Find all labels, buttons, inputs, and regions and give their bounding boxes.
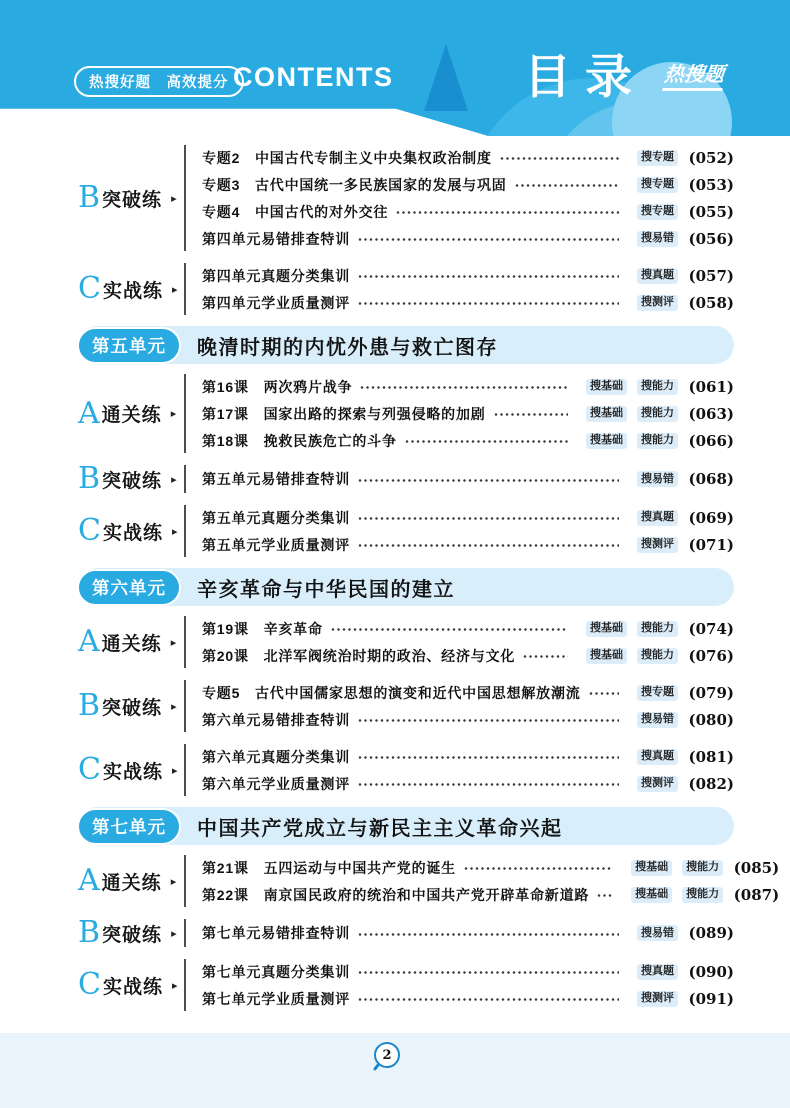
toc-row bbox=[202, 531, 734, 558]
toc-row bbox=[202, 400, 734, 427]
toc-section bbox=[78, 144, 734, 252]
toc-section bbox=[78, 958, 734, 1012]
page-number: (063) bbox=[688, 404, 734, 423]
search-tag: 搜能力 bbox=[637, 379, 678, 395]
section-rows bbox=[202, 920, 734, 947]
search-tag: 搜专题 bbox=[637, 150, 678, 166]
page-number: (090) bbox=[688, 962, 734, 981]
dotted-leader bbox=[523, 654, 568, 659]
page-number: (066) bbox=[688, 431, 734, 450]
hot-search-badge: 热搜好题 高效提分 bbox=[74, 66, 244, 97]
section-name: 实战练 bbox=[102, 976, 163, 998]
toc-row-title: 专题5 古代中国儒家思想的演变和近代中国思想解放潮流 bbox=[202, 684, 581, 701]
section-divider bbox=[184, 374, 186, 453]
toc-row bbox=[202, 615, 734, 642]
dotted-leader bbox=[500, 156, 619, 161]
section-name: 通关练 bbox=[101, 633, 162, 655]
section-arrow-icon: ▸ bbox=[170, 408, 177, 420]
search-tag: 搜真题 bbox=[637, 749, 678, 765]
section-rows bbox=[202, 373, 734, 454]
search-tag: 搜能力 bbox=[682, 887, 723, 903]
toc-row bbox=[202, 144, 734, 171]
section-letter: C bbox=[78, 967, 101, 1002]
dotted-leader bbox=[358, 782, 619, 787]
toc-row bbox=[202, 679, 734, 706]
toc-row bbox=[202, 958, 734, 985]
section-label bbox=[78, 624, 182, 659]
section-divider bbox=[184, 505, 186, 557]
toc-row-title: 第四单元真题分类集训 bbox=[202, 267, 350, 284]
search-tag: 搜能力 bbox=[637, 433, 678, 449]
search-tag: 搜基础 bbox=[586, 648, 627, 664]
magnifier-handle-icon bbox=[373, 1063, 380, 1071]
section-divider bbox=[184, 855, 186, 907]
toc-row bbox=[202, 743, 734, 770]
section-rows bbox=[202, 144, 734, 252]
toc-row bbox=[202, 289, 734, 316]
search-tag: 搜测评 bbox=[637, 295, 678, 311]
toc-row bbox=[202, 881, 779, 908]
toc-row-title: 专题4 中国古代的对外交往 bbox=[202, 203, 389, 220]
toc-row-title: 第四单元学业质量测评 bbox=[202, 294, 350, 311]
section-divider bbox=[184, 145, 186, 251]
page-number: (085) bbox=[733, 858, 780, 877]
page-number: (079) bbox=[688, 683, 734, 702]
section-arrow-icon: ▸ bbox=[171, 764, 178, 777]
toc-row bbox=[202, 466, 734, 493]
section-letter: C bbox=[78, 271, 101, 306]
section-arrow-icon: ▸ bbox=[171, 473, 177, 486]
page-number: (076) bbox=[688, 646, 734, 665]
search-tag: 搜能力 bbox=[637, 406, 678, 422]
toc-section bbox=[78, 504, 734, 558]
search-tag: 搜能力 bbox=[637, 621, 678, 637]
dotted-leader bbox=[358, 301, 619, 306]
toc-row bbox=[202, 854, 779, 881]
section-letter: B bbox=[78, 180, 101, 215]
toc-row bbox=[202, 985, 734, 1012]
unit-title: 辛亥革命与中华民国的建立 bbox=[197, 578, 455, 601]
section-rows bbox=[202, 679, 734, 733]
search-tag: 搜基础 bbox=[631, 887, 672, 903]
page-number-magnifier-icon bbox=[374, 1042, 400, 1068]
section-rows bbox=[202, 262, 734, 316]
section-name: 实战练 bbox=[102, 761, 163, 783]
unit-badge: 第七单元 bbox=[77, 808, 181, 845]
toc-section bbox=[78, 915, 734, 950]
section-letter: B bbox=[78, 915, 101, 950]
section-letter: A bbox=[78, 863, 100, 898]
page-number: (080) bbox=[688, 710, 734, 729]
toc-section bbox=[78, 854, 780, 908]
section-label bbox=[78, 752, 182, 787]
section-name: 通关练 bbox=[101, 405, 162, 426]
search-tag: 搜真题 bbox=[637, 964, 678, 980]
toc-row bbox=[202, 706, 734, 733]
toc-row bbox=[202, 504, 734, 531]
search-tag: 搜易错 bbox=[637, 471, 678, 487]
section-divider bbox=[184, 959, 186, 1011]
dotted-leader bbox=[358, 718, 619, 723]
page-number: (081) bbox=[688, 747, 734, 766]
toc-row bbox=[202, 225, 734, 252]
toc-row bbox=[202, 642, 734, 669]
toc-row bbox=[202, 920, 734, 947]
dotted-leader bbox=[358, 516, 619, 521]
search-tag: 搜能力 bbox=[637, 648, 678, 664]
section-label bbox=[78, 513, 182, 548]
search-tag: 搜易错 bbox=[637, 231, 678, 247]
section-rows bbox=[202, 854, 779, 908]
search-tag: 搜易错 bbox=[637, 925, 678, 941]
section-name: 突破练 bbox=[102, 924, 163, 946]
search-tag: 搜基础 bbox=[586, 433, 627, 449]
page-number: (058) bbox=[688, 293, 734, 312]
page-number: (061) bbox=[688, 377, 734, 396]
dotted-leader bbox=[358, 755, 619, 760]
page-number: (082) bbox=[688, 774, 734, 793]
page-number: (087) bbox=[733, 885, 780, 904]
dotted-leader bbox=[358, 543, 619, 548]
toc-row bbox=[202, 770, 734, 797]
toc-row-title: 第17课 国家出路的探索与列强侵略的加剧 bbox=[202, 405, 486, 422]
section-label bbox=[78, 915, 182, 950]
search-tag: 搜能力 bbox=[682, 860, 723, 876]
page-number: (071) bbox=[688, 535, 734, 554]
search-tag: 搜基础 bbox=[631, 860, 672, 876]
unit-header bbox=[78, 807, 734, 845]
toc-row-title: 第五单元真题分类集训 bbox=[202, 509, 350, 526]
unit-title: 中国共产党成立与新民主主义革命兴起 bbox=[197, 817, 563, 840]
dotted-leader bbox=[597, 893, 613, 898]
section-label bbox=[78, 461, 182, 496]
toc-section bbox=[78, 373, 734, 454]
unit-header bbox=[78, 568, 734, 606]
page-number: (055) bbox=[688, 202, 734, 221]
section-arrow-icon: ▸ bbox=[170, 636, 177, 649]
toc-row-title: 第六单元易错排查特训 bbox=[202, 711, 350, 728]
unit-badge: 第五单元 bbox=[77, 327, 181, 364]
unit-badge: 第六单元 bbox=[77, 569, 181, 606]
search-tag: 搜专题 bbox=[637, 177, 678, 193]
toc-row bbox=[202, 198, 734, 225]
toc-row-title: 专题3 古代中国统一多民族国家的发展与巩固 bbox=[202, 176, 507, 193]
page-number: (057) bbox=[688, 266, 734, 285]
dotted-leader bbox=[358, 997, 619, 1002]
dotted-leader bbox=[589, 691, 619, 696]
page-header bbox=[0, 0, 790, 136]
toc-row-title: 第六单元真题分类集训 bbox=[202, 748, 350, 765]
dotted-leader bbox=[396, 210, 619, 215]
section-arrow-icon: ▸ bbox=[171, 525, 178, 538]
section-divider bbox=[184, 680, 186, 732]
section-letter: A bbox=[78, 395, 100, 431]
section-divider bbox=[184, 744, 186, 796]
section-name: 突破练 bbox=[102, 470, 163, 492]
search-tag: 搜易错 bbox=[637, 712, 678, 728]
section-arrow-icon: ▸ bbox=[171, 979, 178, 992]
footer-page-number: 2 bbox=[382, 1047, 392, 1063]
toc-row-title: 第16课 两次鸦片战争 bbox=[202, 378, 353, 395]
toc-row-title: 专题2 中国古代专制主义中央集权政治制度 bbox=[202, 149, 492, 166]
section-rows bbox=[202, 743, 734, 797]
section-rows bbox=[202, 466, 734, 493]
section-rows bbox=[202, 958, 734, 1012]
dotted-leader bbox=[358, 237, 619, 242]
page-footer bbox=[0, 1033, 790, 1108]
section-rows bbox=[202, 615, 734, 669]
section-letter: A bbox=[78, 624, 100, 659]
toc-row bbox=[202, 262, 734, 289]
section-label bbox=[78, 180, 182, 215]
search-tag: 搜测评 bbox=[637, 776, 678, 792]
section-letter: B bbox=[78, 688, 101, 723]
contents-label: CONTENTS bbox=[233, 62, 394, 92]
section-label bbox=[78, 967, 182, 1002]
toc-section bbox=[78, 679, 734, 733]
dotted-leader bbox=[358, 274, 619, 279]
toc-row-title: 第七单元易错排查特训 bbox=[202, 925, 350, 941]
toc-section bbox=[78, 743, 734, 797]
search-tag: 搜专题 bbox=[637, 685, 678, 701]
page-number: (074) bbox=[688, 619, 734, 638]
section-label bbox=[78, 271, 182, 306]
section-divider bbox=[184, 616, 186, 668]
section-name: 通关练 bbox=[101, 872, 162, 894]
toc-row-title: 第七单元真题分类集训 bbox=[202, 963, 350, 980]
section-rows bbox=[202, 504, 734, 558]
toc-row-title: 第七单元学业质量测评 bbox=[202, 990, 350, 1007]
section-name: 实战练 bbox=[102, 280, 163, 302]
toc-title: 目录 bbox=[524, 50, 646, 103]
toc-row-title: 第四单元易错排查特训 bbox=[202, 230, 350, 247]
dotted-leader bbox=[405, 439, 568, 444]
section-divider bbox=[184, 263, 186, 315]
section-arrow-icon: ▸ bbox=[171, 192, 177, 205]
page-number: (089) bbox=[688, 924, 734, 942]
search-tag: 搜专题 bbox=[637, 204, 678, 220]
section-name: 实战练 bbox=[102, 522, 163, 544]
dotted-leader bbox=[358, 932, 619, 937]
section-arrow-icon: ▸ bbox=[171, 700, 177, 713]
search-tag: 搜真题 bbox=[637, 510, 678, 526]
search-tag: 搜基础 bbox=[586, 379, 627, 395]
toc-row-title: 第五单元易错排查特训 bbox=[202, 471, 350, 487]
section-label bbox=[78, 863, 182, 898]
page-number: (068) bbox=[688, 470, 734, 488]
toc-row bbox=[202, 171, 734, 198]
section-arrow-icon: ▸ bbox=[171, 283, 178, 296]
section-arrow-icon: ▸ bbox=[170, 875, 177, 888]
toc-row-title: 第20课 北洋军阀统治时期的政治、经济与文化 bbox=[202, 647, 516, 664]
page-number: (053) bbox=[688, 175, 734, 194]
search-tag: 搜测评 bbox=[637, 991, 678, 1007]
toc-section bbox=[78, 262, 734, 316]
toc-row bbox=[202, 427, 734, 454]
dotted-leader bbox=[515, 183, 619, 188]
toc-row-title: 第六单元学业质量测评 bbox=[202, 775, 350, 792]
toc-row-title: 第五单元学业质量测评 bbox=[202, 536, 350, 553]
page-number: (056) bbox=[688, 229, 734, 248]
search-tag: 搜测评 bbox=[637, 537, 678, 553]
toc-row-title: 第18课 挽救民族危亡的斗争 bbox=[202, 432, 397, 449]
section-label bbox=[78, 395, 182, 431]
toc-row bbox=[202, 373, 734, 400]
toc-content bbox=[0, 136, 790, 1012]
section-letter: C bbox=[78, 513, 101, 548]
search-tag: 搜基础 bbox=[586, 406, 627, 422]
toc-row-title: 第22课 南京国民政府的统治和中国共产党开辟革命新道路 bbox=[202, 886, 590, 903]
decor-triangle bbox=[424, 44, 468, 111]
dotted-leader bbox=[331, 627, 568, 632]
toc-row-title: 第21课 五四运动与中国共产党的诞生 bbox=[202, 859, 456, 876]
toc-row-title: 第19课 辛亥革命 bbox=[202, 620, 323, 637]
section-name: 突破练 bbox=[102, 697, 163, 719]
search-tag: 搜基础 bbox=[586, 621, 627, 637]
page-number: (052) bbox=[688, 148, 734, 167]
page-number: (069) bbox=[688, 508, 734, 527]
section-arrow-icon: ▸ bbox=[171, 927, 177, 940]
dotted-leader bbox=[360, 385, 568, 390]
unit-title: 晚清时期的内忧外患与救亡图存 bbox=[197, 336, 498, 359]
brand-badge: 热搜题 bbox=[662, 58, 725, 91]
section-name: 突破练 bbox=[102, 189, 163, 211]
section-divider bbox=[184, 465, 186, 493]
search-tag: 搜真题 bbox=[637, 268, 678, 284]
section-letter: C bbox=[78, 752, 101, 787]
dotted-leader bbox=[358, 478, 619, 483]
dotted-leader bbox=[464, 866, 613, 871]
section-label bbox=[78, 688, 182, 723]
toc-section bbox=[78, 615, 734, 669]
page-number: (091) bbox=[688, 989, 734, 1008]
dotted-leader bbox=[494, 412, 568, 417]
dotted-leader bbox=[358, 970, 619, 975]
section-divider bbox=[184, 919, 186, 947]
unit-header bbox=[78, 326, 734, 364]
section-letter: B bbox=[78, 461, 101, 496]
toc-section bbox=[78, 461, 734, 496]
